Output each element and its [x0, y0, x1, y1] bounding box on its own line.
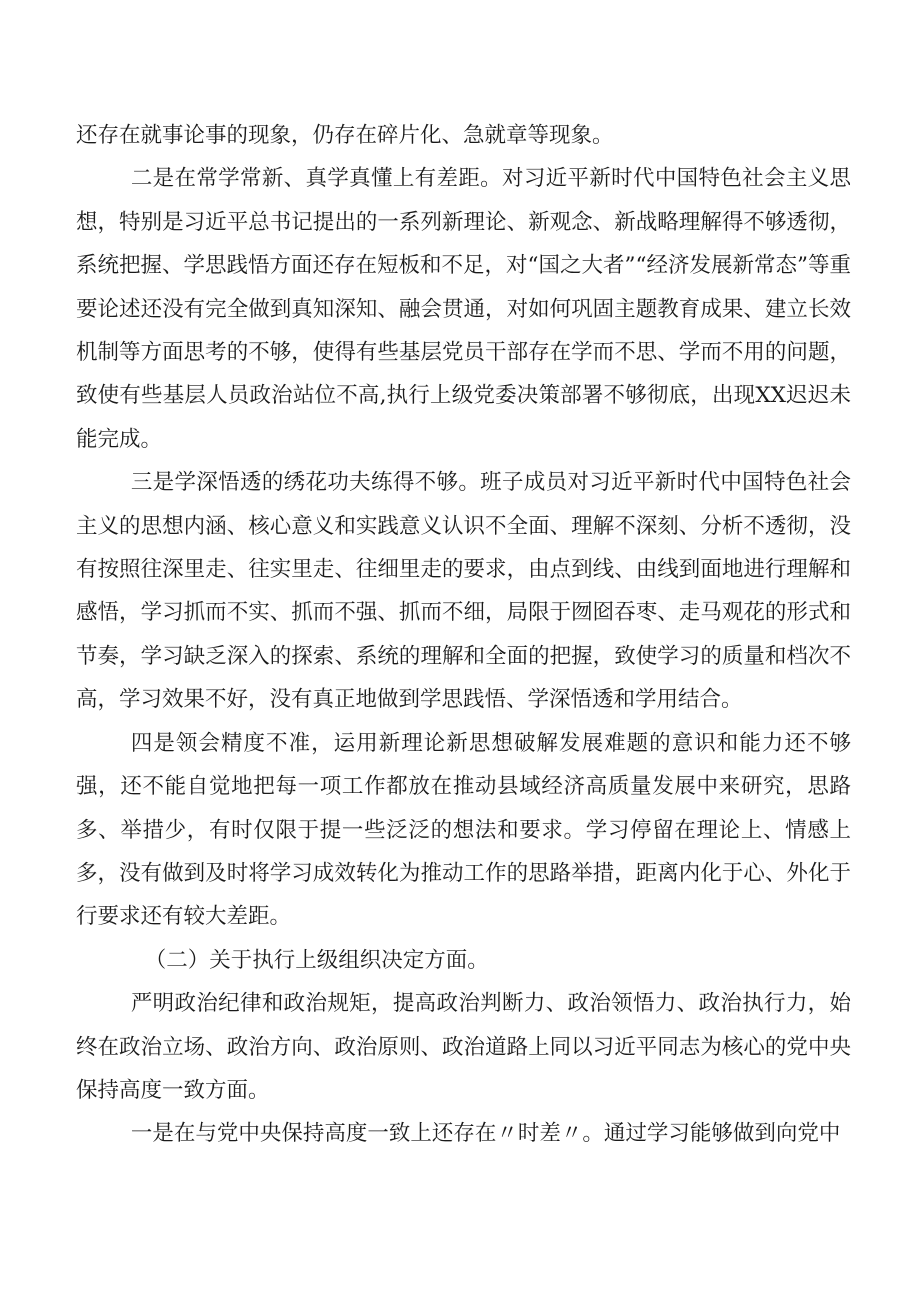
paragraph-point-one: 一是在与党中央保持高度一致上还存在〃时差〃。通过学习能够做到向党中 [130, 1121, 841, 1147]
paragraph-point-three: 三是学深悟透的绣花功夫练得不够。班子成员对习近平新时代中国特色社会主义的思想内涵、核心意义和实践意义认识不全面、理解不深刻、分析不透彻，没有按照往深里走、往实里走、往细里走的要求，由点到线、由线到面地进行理解和感悟，学习抓而不实、抓而不强、抓而不细，局限于囫囵吞枣、走马观花的形式和节奏，学习缺乏深入的探索、系统的理解和全面的把握，致使学习的质量和档次不高，学习效果不好，没有真正地做到学思践悟、学深悟透和学用结合。 [76, 470, 851, 713]
paragraph-point-four: 四是领会精度不准，运用新理论新思想破解发展难题的意识和能力还不够强，还不能自觉地把每一项工作都放在推动县域经济高质量发展中来研究，思路多、举措少，有时仅限于提一些泛泛的想法和要求。学习停留在理论上、情感上多，没有做到及时将学习成效转化为推动工作的思路举措，距离内化于心、外化于行要求还有较大差距。 [76, 730, 851, 930]
section-heading: （二）关于执行上级组织决定方面。 [144, 947, 489, 973]
document-body [76, 114, 851, 1156]
paragraph-section-intro: 严明政治纪律和政治规矩，提高政治判断力、政治领悟力、政治执行力，始终在政治立场、政治方向、政治原则、政治道路上同以习近平同志为核心的党中央保持高度一致方面。 [76, 991, 851, 1103]
paragraph-point-two: 二是在常学常新、真学真懂上有差距。对习近平新时代中国特色社会主义思想，特别是习近平总书记提出的一系列新理论、新观念、新战略理解得不够透彻，系统把握、学思践悟方面还存在短板和不足，对“国之大者”“经济发展新常态”等重要论述还没有完全做到真知深知、融会贯通，对如何巩固主题教育成果、建立长效机制等方面思考的不够，使得有些基层党员干部存在学而不思、学而不用的问题，致使有些基层人员政治站位不高,执行上级党委决策部署不够彻底，出现XX迟迟未能完成。 [76, 166, 851, 452]
paragraph-continuation: 还存在就事论事的现象，仍存在碎片化、急就章等现象。 [76, 123, 614, 148]
